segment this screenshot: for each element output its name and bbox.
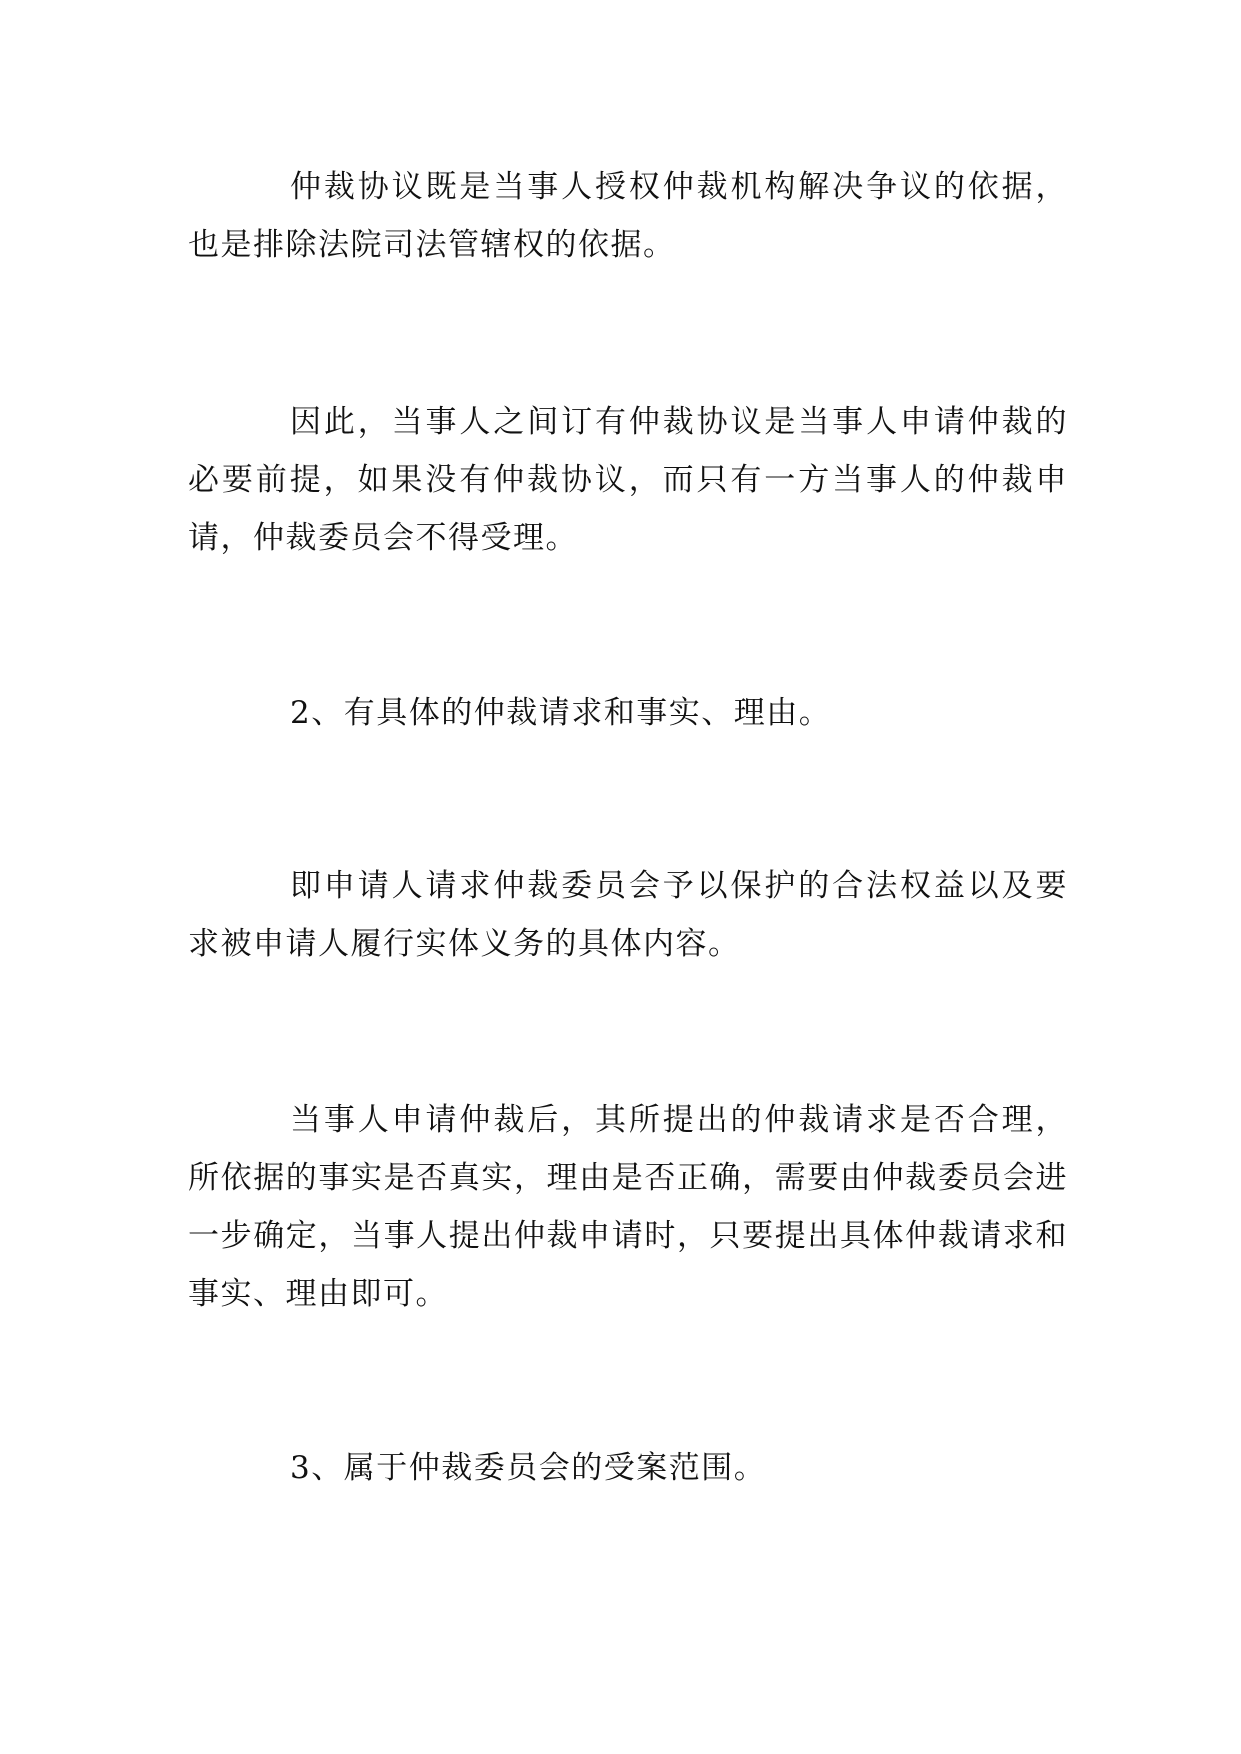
paragraph-item-3-heading: 3、属于仲裁委员会的受案范围。 [290,1450,767,1486]
paragraph-agreement-prerequisite: 因此，当事人之间订有仲裁协议是当事人申请仲裁的必要前提，如果没有仲裁协议，而只有一方当事人的仲裁申请，仲裁委员会不得受理。 [188,404,1068,556]
paragraph-item-2-heading: 2、有具体的仲裁请求和事实、理由。 [290,695,832,731]
paragraph-arbitration-agreement-basis: 仲裁协议既是当事人授权仲裁机构解决争议的依据，也是排除法院司法管辖权的依据。 [188,169,1068,263]
paragraph-claim-verification: 当事人申请仲裁后，其所提出的仲裁请求是否合理，所依据的事实是否真实，理由是否正确，需要由仲裁委员会进一步确定，当事人提出仲裁申请时，只要提出具体仲裁请求和事实、理由即可。 [188,1102,1068,1312]
paragraph-claim-content: 即申请人请求仲裁委员会予以保护的合法权益以及要求被申请人履行实体义务的具体内容。 [188,868,1068,962]
